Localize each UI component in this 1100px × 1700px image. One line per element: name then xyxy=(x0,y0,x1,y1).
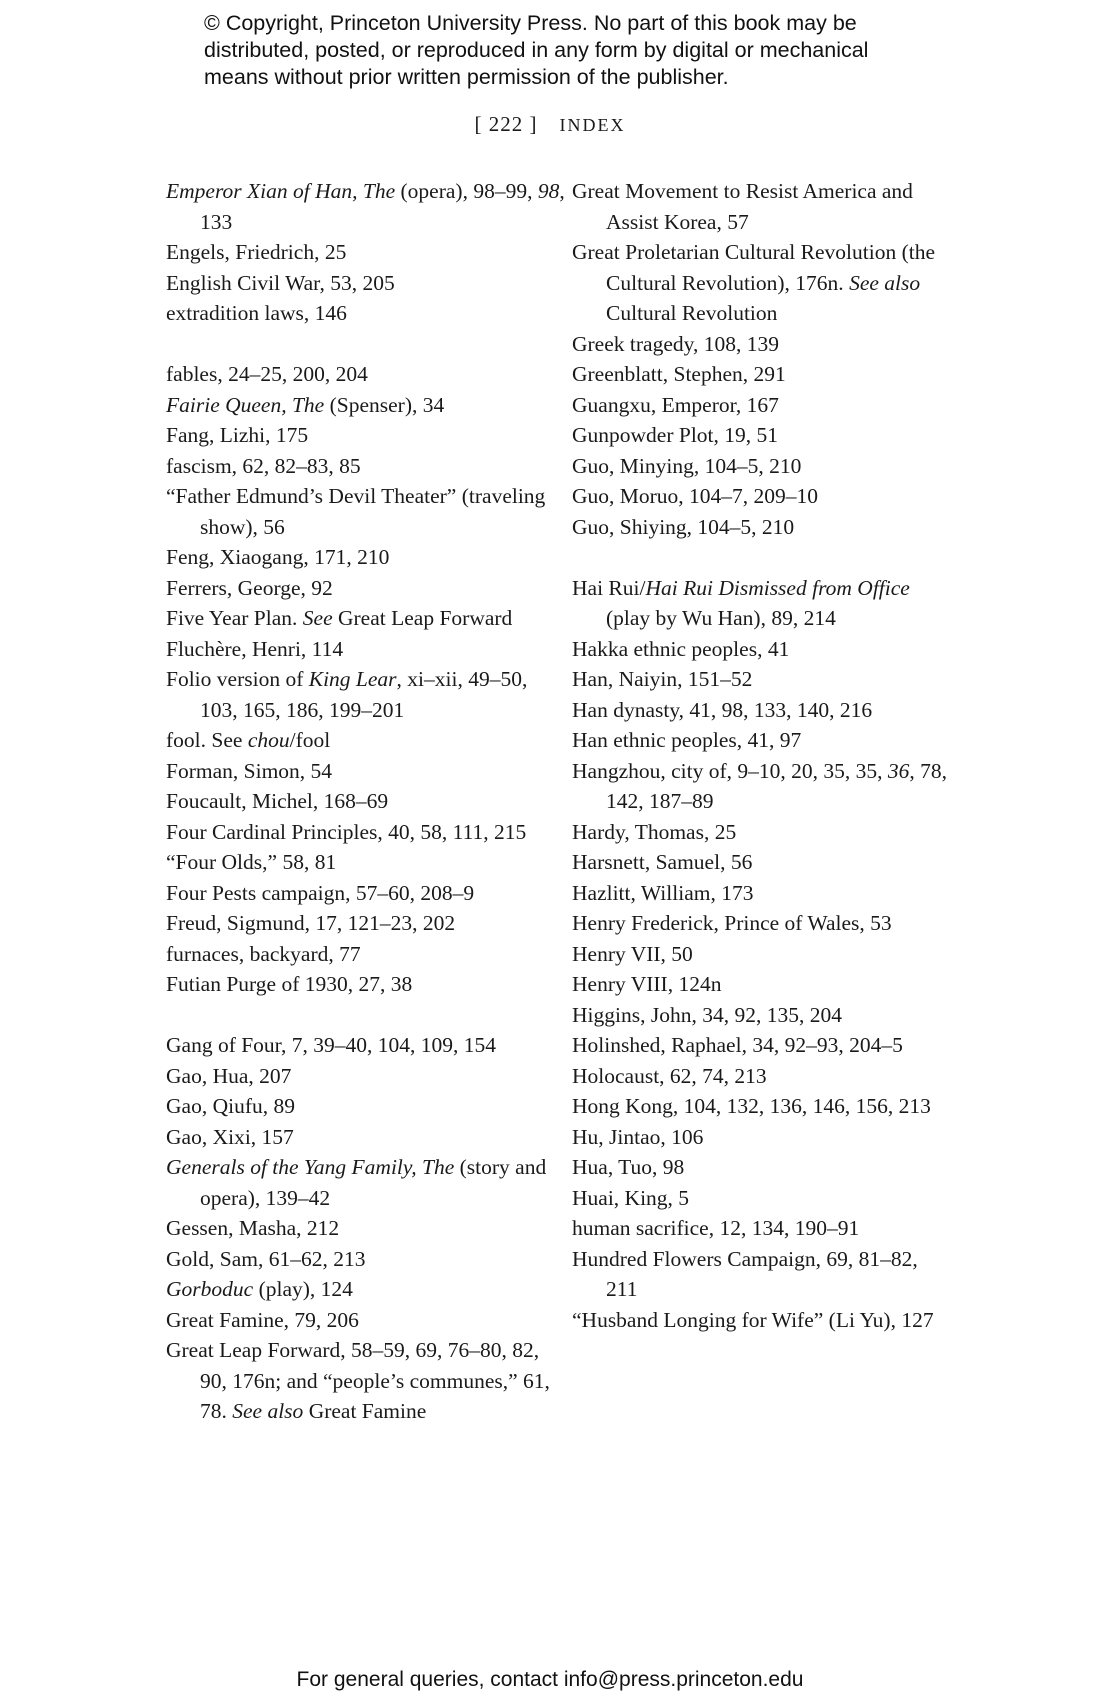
index-entry: Great Famine, 79, 206 xyxy=(166,1307,359,1332)
index-entry: Henry VIII, 124n xyxy=(572,972,722,996)
index-entry: Foucault, Michel, 168–69 xyxy=(166,789,389,813)
index-entry: extradition laws, 146 xyxy=(166,301,347,325)
index-entry: fables, 24–25, 200, 204 xyxy=(166,362,368,386)
index-entry: Hundred Flowers Campaign, 69, 81–82, 211 xyxy=(572,1246,918,1301)
index-entry: Great Movement to Resist America and Assist Korea, 57 xyxy=(572,179,913,234)
index-entry: Folio version of King Lear, xi–xii, 49–50, 103, 165, 186, 199–201 xyxy=(166,667,528,722)
index-entry: Guangxu, Emperor, 167 xyxy=(572,392,779,417)
index-column-left xyxy=(166,176,566,1427)
index-entry: Gao, Qiufu, 89 xyxy=(166,1094,295,1118)
copyright-notice: © Copyright, Princeton University Press. No part of this book may be distributed, posted, or reproduced in any form by digital or mechanical means without prior written permission of the publisher. xyxy=(204,11,869,89)
footer-contact: For general queries, contact info@press.princeton.edu xyxy=(296,1668,804,1691)
index-entry: furnaces, backyard, 77 xyxy=(166,941,361,966)
page-number: [ 222 ] xyxy=(474,112,538,136)
index-entry: Engels, Friedrich, 25 xyxy=(166,240,347,264)
index-entry: “Father Edmund’s Devil Theater” (traveling show), 56 xyxy=(166,484,546,539)
index-entry: Holocaust, 62, 74, 213 xyxy=(572,1063,767,1088)
index-entry: Forman, Simon, 54 xyxy=(166,758,333,783)
index-entry: Fairie Queen, The (Spenser), 34 xyxy=(166,392,445,417)
index-entry: Holinshed, Raphael, 34, 92–93, 204–5 xyxy=(572,1033,903,1057)
index-entry: Hardy, Thomas, 25 xyxy=(572,819,737,844)
index-entry: Huai, King, 5 xyxy=(572,1185,690,1210)
index-entry: Hangzhou, city of, 9–10, 20, 35, 35, 36, 78, 142, 187–89 xyxy=(572,758,948,813)
index-entry: Higgins, John, 34, 92, 135, 204 xyxy=(572,1002,842,1027)
index-entry: Greek tragedy, 108, 139 xyxy=(572,331,779,356)
index-entry: Gao, Hua, 207 xyxy=(166,1063,292,1088)
index-entry: Great Proletarian Cultural Revolution (the Cultural Revolution), 176n. See also Cultural Revolution xyxy=(572,240,936,325)
index-entry: Hong Kong, 104, 132, 136, 146, 156, 213 xyxy=(572,1094,931,1118)
index-entry: Hazlitt, William, 173 xyxy=(572,880,754,905)
index-entry: Hakka ethnic peoples, 41 xyxy=(572,636,790,661)
index-entry: Harsnett, Samuel, 56 xyxy=(572,850,753,874)
running-head xyxy=(0,112,1100,137)
index-entry: Hai Rui/Hai Rui Dismissed from Office (play by Wu Han), 89, 214 xyxy=(572,575,910,630)
index-entry: Four Pests campaign, 57–60, 208–9 xyxy=(166,880,475,905)
index-entry: Henry Frederick, Prince of Wales, 53 xyxy=(572,911,892,935)
index-entry: Five Year Plan. See Great Leap Forward xyxy=(166,606,513,630)
index-entry: Gold, Sam, 61–62, 213 xyxy=(166,1246,366,1271)
index-entry: Fluchère, Henri, 114 xyxy=(166,636,344,661)
index-entry: Han dynasty, 41, 98, 133, 140, 216 xyxy=(572,697,873,722)
index-entry: Guo, Minying, 104–5, 210 xyxy=(572,453,802,478)
index-entry: Guo, Shiying, 104–5, 210 xyxy=(572,514,795,539)
index-entry: Guo, Moruo, 104–7, 209–10 xyxy=(572,484,819,508)
index-entry: Han ethnic peoples, 41, 97 xyxy=(572,728,802,752)
index-entry: Futian Purge of 1930, 27, 38 xyxy=(166,972,413,996)
index-entry: Gessen, Masha, 212 xyxy=(166,1216,340,1240)
index-entry: Hua, Tuo, 98 xyxy=(572,1155,685,1179)
index-entry: Freud, Sigmund, 17, 121–23, 202 xyxy=(166,911,456,935)
index-entry: Gao, Xixi, 157 xyxy=(166,1124,294,1149)
index-entry: Great Leap Forward, 58–59, 69, 76–80, 82, 90, 176n; and “people’s communes,” 61, 78. See also Great Famine xyxy=(166,1338,550,1423)
index-entry: “Four Olds,” 58, 81 xyxy=(166,850,337,874)
index-entry: Feng, Xiaogang, 171, 210 xyxy=(166,545,390,569)
index-entry: Four Cardinal Principles, 40, 58, 111, 215 xyxy=(166,819,527,844)
index-entry: Hu, Jintao, 106 xyxy=(572,1124,704,1149)
index-entry: Henry VII, 50 xyxy=(572,941,693,966)
index-entry: Fang, Lizhi, 175 xyxy=(166,423,309,447)
index-entry: Gorboduc (play), 124 xyxy=(166,1277,353,1301)
index-entry: Gang of Four, 7, 39–40, 104, 109, 154 xyxy=(166,1033,496,1057)
index-entry: English Civil War, 53, 205 xyxy=(166,270,395,295)
index-entry: fool. See chou/fool xyxy=(166,728,331,752)
index-entry: Greenblatt, Stephen, 291 xyxy=(572,362,786,386)
index-entry: “Husband Longing for Wife” (Li Yu), 127 xyxy=(572,1307,934,1332)
index-entry: Han, Naiyin, 151–52 xyxy=(572,667,753,691)
index-column-right xyxy=(572,176,952,1335)
index-entry: Gunpowder Plot, 19, 51 xyxy=(572,423,779,447)
index-entry: Ferrers, George, 92 xyxy=(166,575,333,600)
index-entry: fascism, 62, 82–83, 85 xyxy=(166,453,361,478)
index-entry: Generals of the Yang Family, The (story and opera), 139–42 xyxy=(166,1155,547,1210)
index-entry: Emperor Xian of Han, The (opera), 98–99, 98, 133 xyxy=(166,179,565,234)
section-title: INDEX xyxy=(559,115,626,135)
index-entry: human sacrifice, 12, 134, 190–91 xyxy=(572,1216,860,1240)
